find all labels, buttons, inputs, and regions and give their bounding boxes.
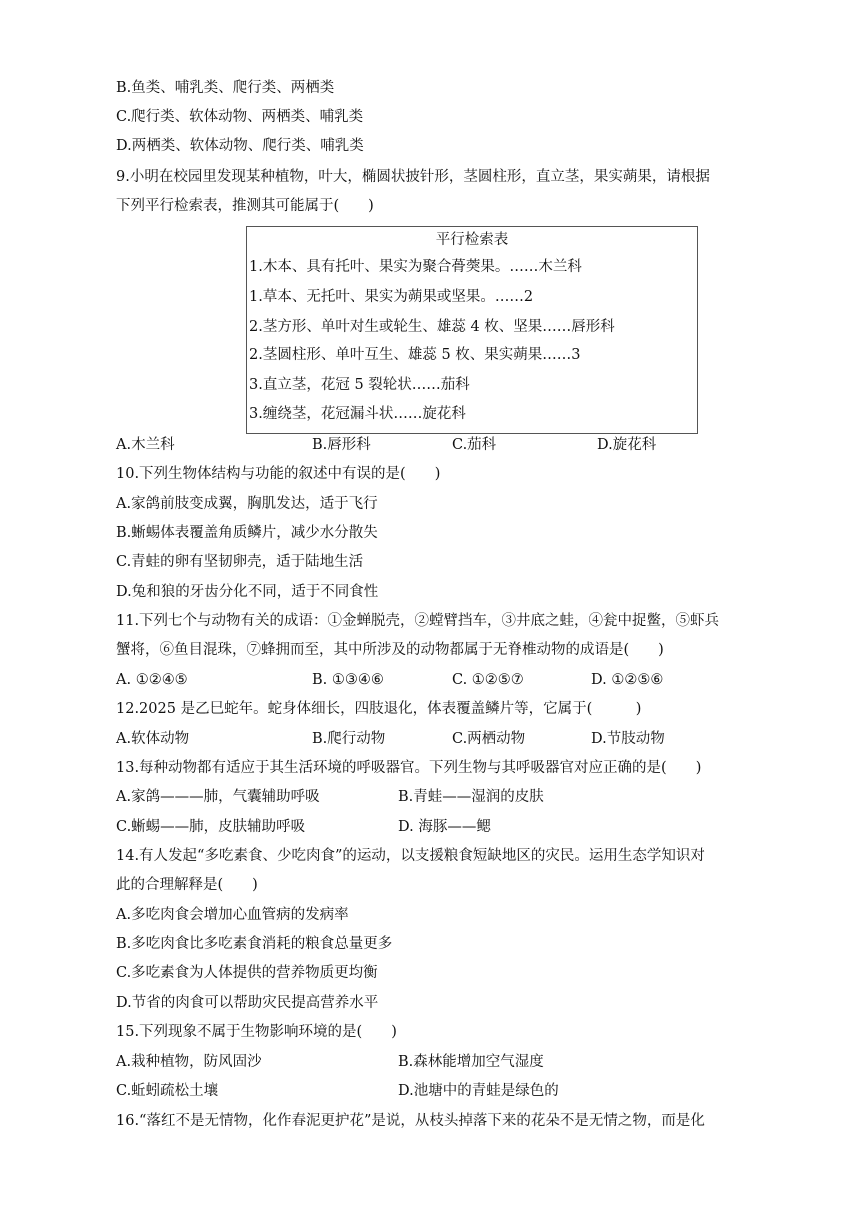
key-table-row: 3.缠绕茎，花冠漏斗状……旋花科 <box>249 406 466 422</box>
q12-option-c: C.两栖动物 <box>452 731 526 747</box>
q15-option-d: D.池塘中的青蛙是绿色的 <box>398 1083 559 1099</box>
key-table-row: 1.草本、无托叶、果实为蒴果或坚果。……2 <box>249 289 534 305</box>
q9-option-d: D.旋花科 <box>597 437 657 453</box>
key-table-row: 2.茎方形、单叶对生或轮生、雄蕊 4 枚、坚果……唇形科 <box>249 319 615 335</box>
q13-option-b: B.青蛙——湿润的皮肤 <box>398 789 544 805</box>
q15-option-c: C.蚯蚓疏松土壤 <box>116 1083 219 1099</box>
q16-stem-line1: 16.“落红不是无情物，化作春泥更护花”是说，从枝头掉落下来的花朵不是无情之物，而是化 <box>116 1113 705 1129</box>
q11-option-a: A. ①②④⑤ <box>116 672 188 688</box>
q10-stem: 10.下列生物体结构与功能的叙述中有误的是( ) <box>116 466 441 482</box>
q11-option-d: D. ①②⑤⑥ <box>591 672 664 688</box>
q9-stem-line1: 9.小明在校园里发现某种植物，叶大，椭圆状披针形，茎圆柱形，直立茎，果实蒴果，请根据 <box>116 169 710 185</box>
q10-option-d: D.兔和狼的牙齿分化不同，适于不同食性 <box>116 584 379 600</box>
q14-option-a: A.多吃肉食会增加心血管病的发病率 <box>116 907 349 923</box>
key-table <box>246 226 698 434</box>
q9-option-b: B.唇形科 <box>312 437 371 453</box>
q15-option-b: B.森林能增加空气湿度 <box>398 1054 544 1070</box>
q11-stem-line2: 蟹将，⑥鱼目混珠，⑦蜂拥而至，其中所涉及的动物都属于无脊椎动物的成语是( ) <box>116 642 664 658</box>
key-table-title: 平行检索表 <box>435 232 509 248</box>
q12-option-b: B.爬行动物 <box>312 731 386 747</box>
q13-stem: 13.每种动物都有适应于其生活环境的呼吸器官。下列生物与其呼吸器官对应正确的是( ) <box>116 760 702 776</box>
q15-stem: 15.下列现象不属于生物影响环境的是( ) <box>116 1024 397 1040</box>
q14-option-d: D.节省的肉食可以帮助灾民提高营养水平 <box>116 995 379 1011</box>
q11-option-b: B. ①③④⑥ <box>312 672 384 688</box>
q14-option-b: B.多吃肉食比多吃素食消耗的粮食总量更多 <box>116 936 393 952</box>
q8-option-d: D.两栖类、软体动物、爬行类、哺乳类 <box>116 138 364 154</box>
q8-option-c: C.爬行类、软体动物、两栖类、哺乳类 <box>116 109 364 125</box>
q14-stem-line1: 14.有人发起“多吃素食、少吃肉食”的运动，以支援粮食短缺地区的灾民。运用生态学知识对 <box>116 848 705 864</box>
q9-option-c: C.茄科 <box>452 437 497 453</box>
key-table-row: 3.直立茎，花冠 5 裂轮状……茄科 <box>249 377 470 393</box>
q12-option-d: D.节肢动物 <box>591 731 665 747</box>
q14-stem-line2: 此的合理解释是( ) <box>116 877 258 893</box>
q14-option-c: C.多吃素食为人体提供的营养物质更均衡 <box>116 965 378 981</box>
q13-option-d: D. 海豚——鳃 <box>398 819 491 835</box>
q12-stem: 12.2025 是乙巳蛇年。蛇身体细长，四肢退化，体表覆盖鳞片等，它属于( ) <box>116 701 642 717</box>
key-table-row: 1.木本、具有托叶、果实为聚合蓇葖果。……木兰科 <box>249 259 582 275</box>
q15-option-a: A.栽种植物，防风固沙 <box>116 1054 262 1070</box>
q11-option-c: C. ①②⑤⑦ <box>452 672 524 688</box>
q13-option-a: A.家鸽———肺，气囊辅助呼吸 <box>116 789 320 805</box>
q9-stem-line2: 下列平行检索表，推测其可能属于( ) <box>116 198 374 214</box>
q10-option-a: A.家鸽前肢变成翼，胸肌发达，适于飞行 <box>116 496 378 512</box>
q12-option-a: A.软体动物 <box>116 731 190 747</box>
q10-option-b: B.蜥蜴体表覆盖角质鳞片，减少水分散失 <box>116 525 378 541</box>
key-table-row: 2.茎圆柱形、单叶互生、雄蕊 5 枚、果实蒴果……3 <box>249 347 581 363</box>
q9-option-a: A.木兰科 <box>116 437 175 453</box>
q11-stem-line1: 11.下列七个与动物有关的成语：①金蝉脱壳，②螳臂挡车，③井底之蛙，④瓮中捉鳖，⑤虾兵 <box>116 613 720 629</box>
q8-option-b: B.鱼类、哺乳类、爬行类、两栖类 <box>116 80 335 96</box>
q13-option-c: C.蜥蜴——肺，皮肤辅助呼吸 <box>116 819 306 835</box>
q10-option-c: C.青蛙的卵有坚韧卵壳，适于陆地生活 <box>116 554 364 570</box>
